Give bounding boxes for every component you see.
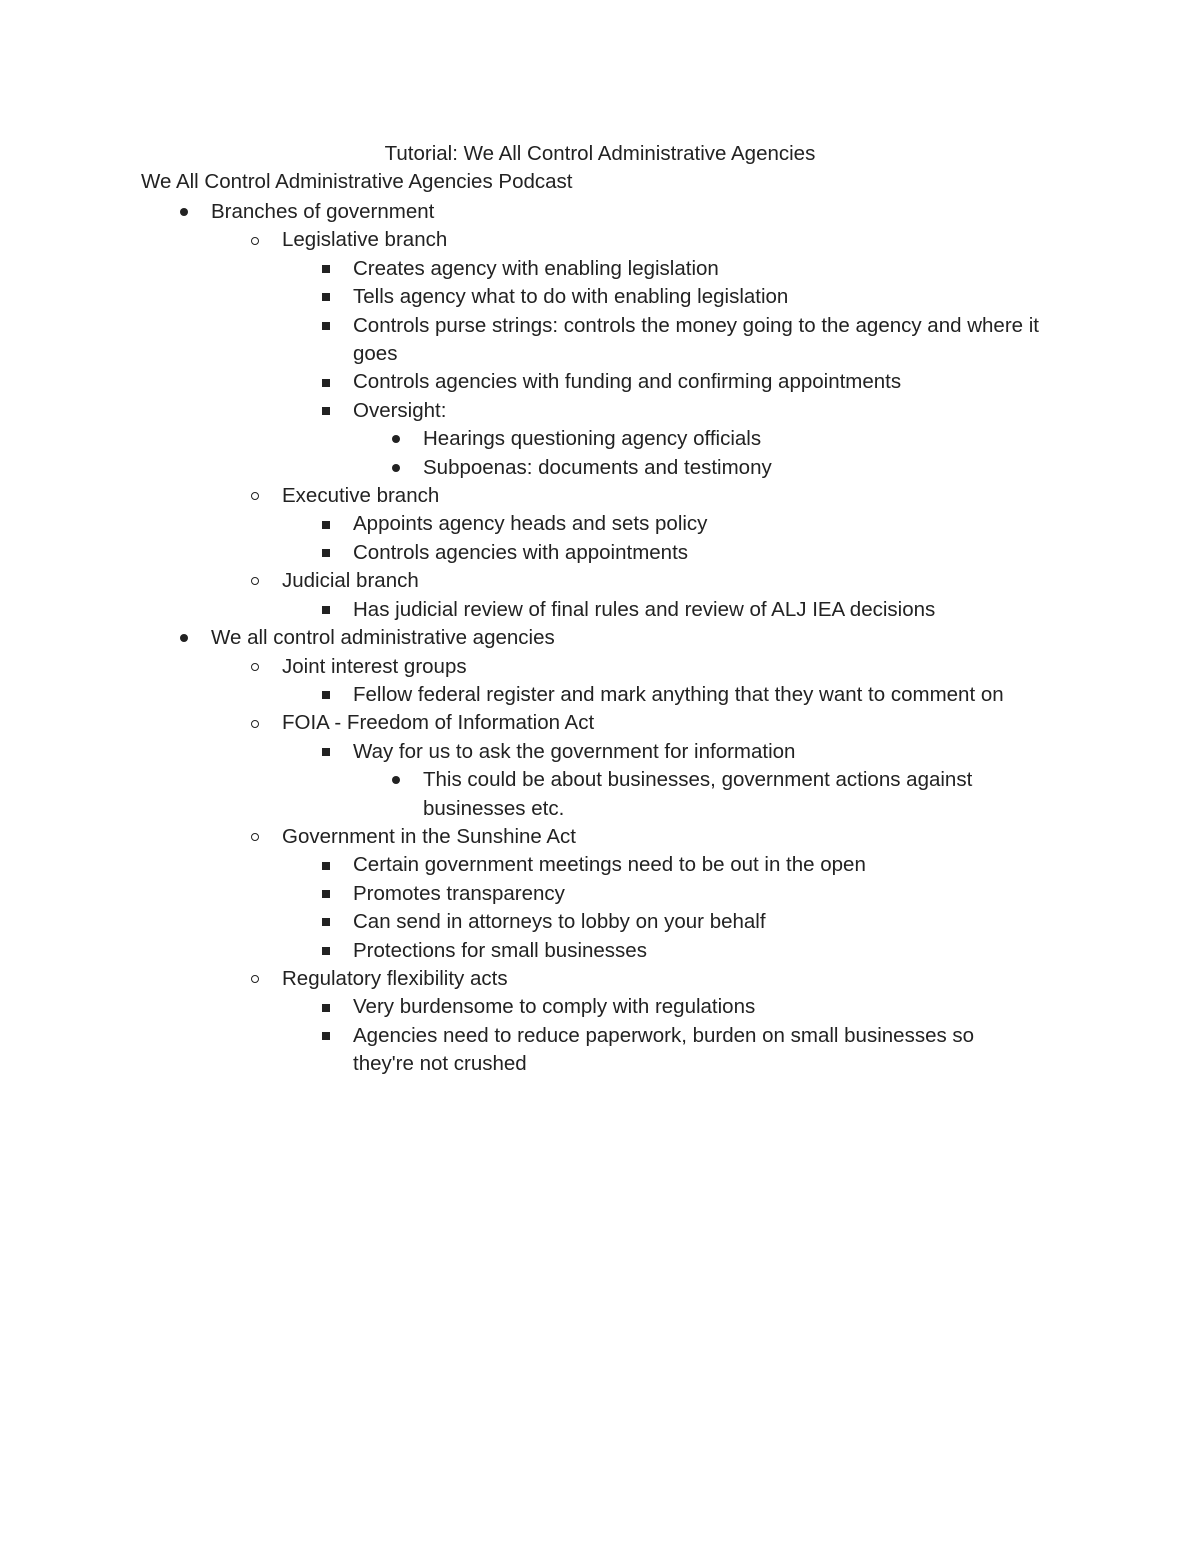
bullet-square-icon: [319, 368, 333, 396]
list-item: [0, 198, 1200, 226]
list-item: [0, 766, 1200, 823]
bullet-square-icon: [319, 255, 333, 283]
list-item-text: Hearings questioning agency officials: [423, 427, 762, 451]
bullet-square-icon: [319, 937, 333, 965]
bullet-square-icon: [319, 397, 333, 425]
bullet-circle-icon: [248, 567, 262, 595]
list-item: [0, 993, 1200, 1021]
bullet-square-icon: [319, 283, 333, 311]
list-item-text: Legislative branch: [282, 228, 448, 252]
list-item-text: Very burdensome to comply with regulations: [353, 995, 756, 1019]
list-item: [0, 283, 1200, 311]
list-item: [0, 880, 1200, 908]
bullet-square-icon: [319, 312, 333, 340]
bullet-square-icon: [319, 851, 333, 879]
list-item: [0, 681, 1200, 709]
list-item-text: Way for us to ask the government for information: [353, 739, 796, 763]
list-item-text: Appoints agency heads and sets policy: [353, 512, 708, 536]
document-title: Tutorial: We All Control Administrative Agencies: [384, 142, 816, 165]
list-item-text: Branches of government: [211, 200, 435, 223]
bullet-disc-icon: [177, 624, 191, 652]
list-item: [0, 624, 1200, 652]
list-item: [0, 965, 1200, 993]
bullet-square-icon: [319, 993, 333, 1021]
list-item: [0, 539, 1200, 567]
bullet-square-icon: [319, 539, 333, 567]
list-item: [0, 482, 1200, 510]
list-item-text: Certain government meetings need to be out in the open: [353, 853, 866, 877]
bullet-circle-icon: [248, 823, 262, 851]
bullet-disc-icon: [389, 454, 403, 482]
bullet-disc-icon: [389, 425, 403, 453]
bullet-square-icon: [319, 738, 333, 766]
bullet-square-icon: [319, 510, 333, 538]
bullet-circle-icon: [248, 226, 262, 254]
list-item: [0, 738, 1200, 766]
list-item: [0, 851, 1200, 879]
list-item-text: Fellow federal register and mark anything that they want to comment on: [353, 682, 1004, 706]
list-item: [0, 596, 1200, 624]
list-item: [0, 567, 1200, 595]
list-item: [0, 255, 1200, 283]
bullet-circle-icon: [248, 482, 262, 510]
list-item: [0, 312, 1200, 369]
bullet-circle-icon: [248, 709, 262, 737]
bullet-square-icon: [319, 880, 333, 908]
list-item: [0, 368, 1200, 396]
list-item-text: Tells agency what to do with enabling legislation: [353, 285, 789, 309]
bullet-disc-icon: [177, 198, 191, 226]
bullet-square-icon: [319, 681, 333, 709]
bullet-square-icon: [319, 908, 333, 936]
list-item: [0, 1022, 1200, 1079]
list-item-text: We all control administrative agencies: [211, 626, 555, 650]
list-item-text: Controls agencies with funding and confirming appointments: [353, 370, 902, 394]
list-item: [0, 226, 1200, 254]
list-item-text: Oversight:: [353, 398, 447, 422]
list-item: [0, 709, 1200, 737]
list-item-text: Controls agencies with appointments: [353, 540, 689, 564]
list-item-text: Government in the Sunshine Act: [282, 824, 577, 848]
list-item-text: Creates agency with enabling legislation: [353, 256, 719, 280]
list-item-text: Joint interest groups: [282, 654, 467, 678]
list-item-text: Controls purse strings: controls the money going to the agency and where it goes: [353, 313, 1039, 366]
list-item-text: Has judicial review of final rules and review of ALJ IEA decisions: [353, 597, 936, 621]
list-item: [0, 425, 1200, 453]
bullet-circle-icon: [248, 965, 262, 993]
list-item-text: Judicial branch: [282, 569, 419, 593]
list-item-text: Protections for small businesses: [353, 938, 647, 962]
list-item: [0, 454, 1200, 482]
list-item-text: This could be about businesses, government actions against businesses etc.: [423, 768, 973, 820]
list-item: [0, 908, 1200, 936]
list-item-text: Agencies need to reduce paperwork, burden on small businesses so they're not crushed: [353, 1023, 975, 1076]
list-item: [0, 397, 1200, 425]
list-item: [0, 510, 1200, 538]
bullet-square-icon: [319, 1022, 333, 1050]
bullet-outline: [0, 198, 1200, 1079]
list-item-text: Subpoenas: documents and testimony: [423, 455, 772, 479]
list-item-text: Can send in attorneys to lobby on your behalf: [353, 910, 766, 934]
list-item: [0, 823, 1200, 851]
list-item-text: Executive branch: [282, 484, 440, 508]
list-item-text: Regulatory flexibility acts: [282, 966, 508, 990]
list-item: [0, 653, 1200, 681]
bullet-disc-icon: [389, 766, 403, 794]
bullet-square-icon: [319, 596, 333, 624]
bullet-circle-icon: [248, 653, 262, 681]
list-item: [0, 937, 1200, 965]
document-subtitle: We All Control Administrative Agencies Podcast: [141, 170, 573, 193]
list-item-text: Promotes transparency: [353, 881, 565, 905]
list-item-text: FOIA - Freedom of Information Act: [282, 711, 595, 735]
